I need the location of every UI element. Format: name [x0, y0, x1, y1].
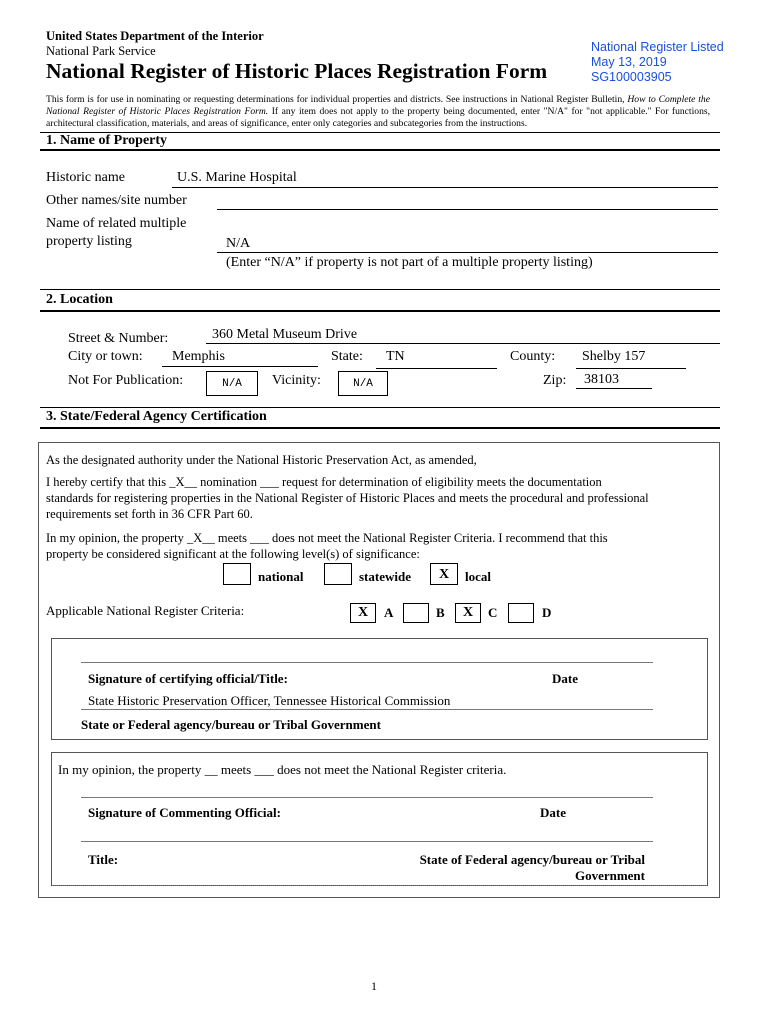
page-number: 1	[371, 979, 377, 993]
related-listing-note: (Enter “N/A” if property is not part of a multiple property listing)	[226, 255, 593, 270]
not-for-publication-box[interactable]: N/A	[206, 371, 258, 396]
criterion-c-checkbox[interactable]: X	[455, 603, 481, 623]
not-for-publication-label: Not For Publication:	[68, 373, 184, 388]
certify-line-3: requirements set forth in 36 CFR Part 60.	[46, 507, 253, 521]
intro-c: If any item does not apply to the property being documented, enter "N/A" for "not applicable." For functions, architectural classification, materials, and areas of significance, enter only categories and subcategories from the instructions.	[46, 106, 710, 129]
intro-bulletin-title: How to Complete the National Register of Historic Places Registration Form.	[46, 94, 710, 117]
intro-text	[46, 94, 710, 130]
commenting-signature-label: Signature of Commenting Official:	[88, 805, 281, 820]
agency-bureau-label: State or Federal agency/bureau or Tribal Government	[81, 717, 381, 732]
commenting-date-label: Date	[540, 805, 566, 820]
stamp-line-1: National Register Listed	[591, 40, 724, 54]
rule	[40, 310, 720, 312]
listing-stamp	[591, 40, 724, 85]
agency-name: United States Department of the Interior	[46, 29, 264, 43]
field-line	[162, 366, 318, 367]
criterion-a-label: A	[384, 605, 394, 620]
intro-a: This form is for use in nominating or requesting determinations for individual properties and districts. See instructions in National Register Bulletin,	[46, 94, 625, 105]
zip-value[interactable]: 38103	[584, 372, 619, 387]
official-title-value[interactable]: State Historic Preservation Officer, Tennessee Historical Commission	[88, 693, 451, 708]
field-line	[81, 709, 653, 710]
criterion-d-label: D	[542, 605, 552, 620]
section1-heading: 1. Name of Property	[46, 133, 168, 148]
rule	[40, 427, 720, 429]
state-value[interactable]: TN	[386, 349, 405, 364]
criteria-label: Applicable National Register Criteria:	[46, 603, 245, 618]
certifying-date-label: Date	[552, 671, 578, 686]
signature-line[interactable]	[81, 662, 653, 663]
opinion-line-2: property be considered significant at the following level(s) of significance:	[46, 547, 420, 561]
criterion-b-checkbox[interactable]	[403, 603, 429, 623]
title-line[interactable]	[81, 841, 653, 842]
criterion-d-checkbox[interactable]	[508, 603, 534, 623]
criterion-a-checkbox[interactable]: X	[350, 603, 376, 623]
section3-heading: 3. State/Federal Agency Certification	[46, 409, 267, 424]
rule	[40, 289, 720, 290]
state-federal-label-2: Government	[574, 868, 645, 883]
related-listing-value[interactable]: N/A	[226, 236, 251, 251]
dotted-rule	[52, 885, 707, 886]
commenting-opinion: In my opinion, the property __ meets ___ does not meet the National Register criteria.	[58, 762, 507, 777]
city-label: City or town:	[68, 349, 143, 364]
form-title: National Register of Historic Places Registration Form	[46, 59, 548, 83]
vicinity-label: Vicinity:	[272, 373, 321, 388]
zip-label: Zip:	[543, 373, 567, 388]
statewide-checkbox[interactable]	[324, 563, 352, 585]
rule	[40, 149, 720, 151]
other-names-label: Other names/site number	[46, 193, 187, 208]
national-label: national	[258, 569, 304, 584]
other-names-field[interactable]	[217, 209, 718, 210]
title-label: Title:	[88, 852, 119, 867]
local-label: local	[465, 569, 491, 584]
city-value[interactable]: Memphis	[172, 349, 225, 364]
national-checkbox[interactable]	[223, 563, 251, 585]
historic-name-label: Historic name	[46, 170, 125, 185]
related-listing-label-2: property listing	[46, 234, 132, 249]
service-name: National Park Service	[46, 44, 156, 58]
field-line	[576, 368, 686, 369]
stamp-line-2: May 13, 2019	[591, 55, 667, 69]
certify-line-2: standards for registering properties in the National Register of Historic Places and meets the procedural and professional	[46, 491, 649, 505]
vicinity-box[interactable]: N/A	[338, 371, 388, 396]
street-label: Street & Number:	[68, 331, 169, 346]
field-line	[376, 368, 497, 369]
county-label: County:	[510, 349, 556, 364]
rule	[40, 407, 720, 408]
local-checkbox[interactable]: X	[430, 563, 458, 585]
criterion-c-label: C	[488, 605, 498, 620]
certify-line-1: I hereby certify that this _X__ nomination ___ request for determination of eligibility meets the documentation	[46, 475, 602, 489]
field-line	[576, 388, 652, 389]
related-listing-label-1: Name of related multiple	[46, 216, 187, 231]
section2-heading: 2. Location	[46, 292, 113, 307]
commenting-signature-line[interactable]	[81, 797, 653, 798]
street-value[interactable]: 360 Metal Museum Drive	[212, 327, 358, 342]
field-line	[172, 187, 718, 188]
criterion-b-label: B	[436, 605, 445, 620]
statewide-label: statewide	[359, 569, 411, 584]
authority-statement: As the designated authority under the National Historic Preservation Act, as amended,	[46, 453, 477, 467]
state-federal-label-1: State of Federal agency/bureau or Tribal	[419, 852, 645, 867]
county-value[interactable]: Shelby 157	[582, 349, 646, 364]
field-line	[217, 252, 718, 253]
historic-name-value[interactable]: U.S. Marine Hospital	[177, 170, 297, 185]
field-line	[206, 343, 720, 344]
stamp-line-3: SG100003905	[591, 70, 672, 84]
state-label: State:	[331, 349, 363, 364]
certifying-signature-label: Signature of certifying official/Title:	[88, 671, 288, 686]
opinion-line-1: In my opinion, the property _X__ meets ___ does not meet the National Register Criteria. I recommend that this	[46, 531, 608, 545]
